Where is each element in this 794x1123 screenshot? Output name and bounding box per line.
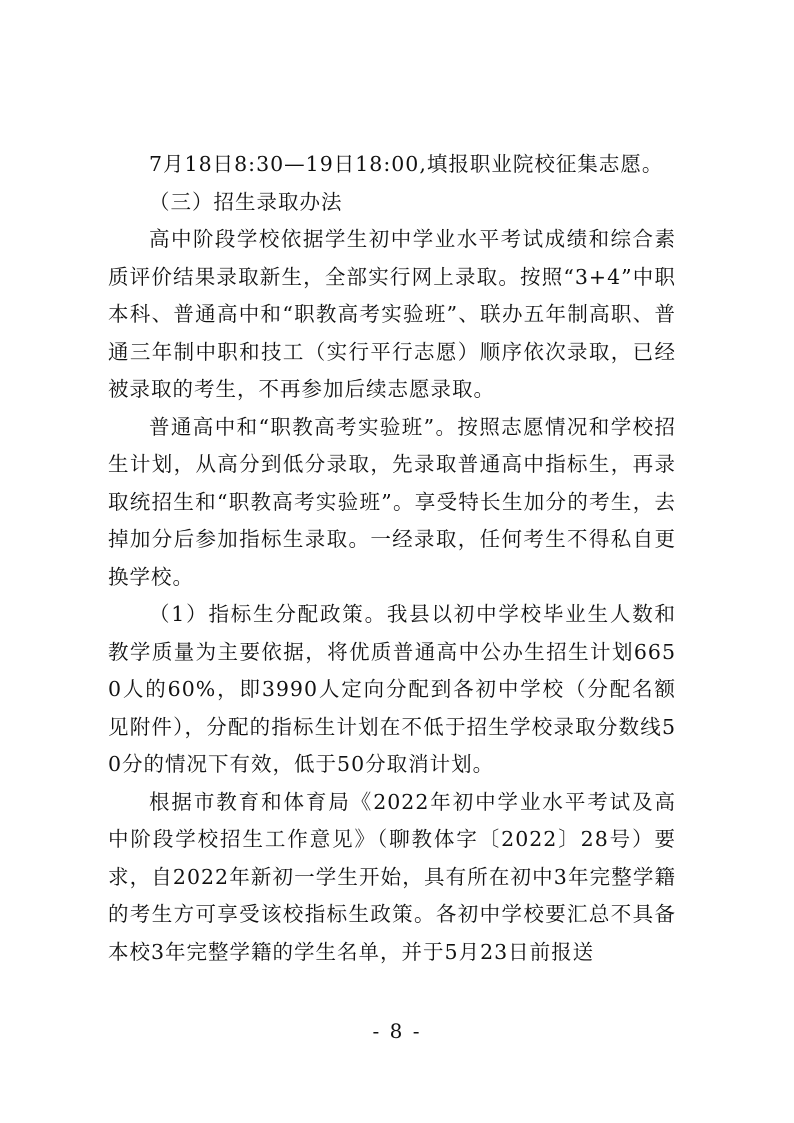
page-number: - 8 - [372,1019,422,1043]
paragraph-bureau-requirements: 根据市教育和体育局《2022年初中学业水平考试及高中阶段学校招生工作意见》（聊教体字〔2022〕28号）要求，自2022年新初一学生开始，具有所在初中3年完整学籍的考生方可享受该校指标生政策。各初中学校要汇总不具备本校3年完整学籍的学生名单，并于5月23日前报送 [108,789,676,964]
paragraph-schedule: 7月18日8:30—19日18:00,填报职业院校征集志愿。 [149,152,664,176]
paragraph-admission-method: 高中阶段学校依据学生初中学业水平考试成绩和综合素质评价结果录取新生，全部实行网上录取。按照“3+4”中职本科、普通高中和“职教高考实验班”、联办五年制高职、普通三年制中职和技工（实行平行志愿）顺序依次录取，已经被录取的考生，不再参加后续志愿录取。 [108,227,676,401]
document-body [108,146,676,971]
paragraph-quota-policy: （1）指标生分配政策。我县以初中学校毕业生人数和教学质量为主要依据，将优质普通高中公办生招生计划6650人的60%，即3990人定向分配到各初中学校（分配名额见附件），分配的指标生计划在不低于招生学校录取分数线50分的情况下有效，低于50分取消计划。 [108,602,676,776]
section-heading: （三）招生录取办法 [149,189,343,214]
paragraph-general-high-school: 普通高中和“职教高考实验班”。按照志愿情况和学校招生计划，从高分到低分录取，先录取普通高中指标生，再录取统招生和“职教高考实验班”。享受特长生加分的考生，去掉加分后参加指标生录取。一经录取，任何考生不得私自更换学校。 [108,414,676,589]
